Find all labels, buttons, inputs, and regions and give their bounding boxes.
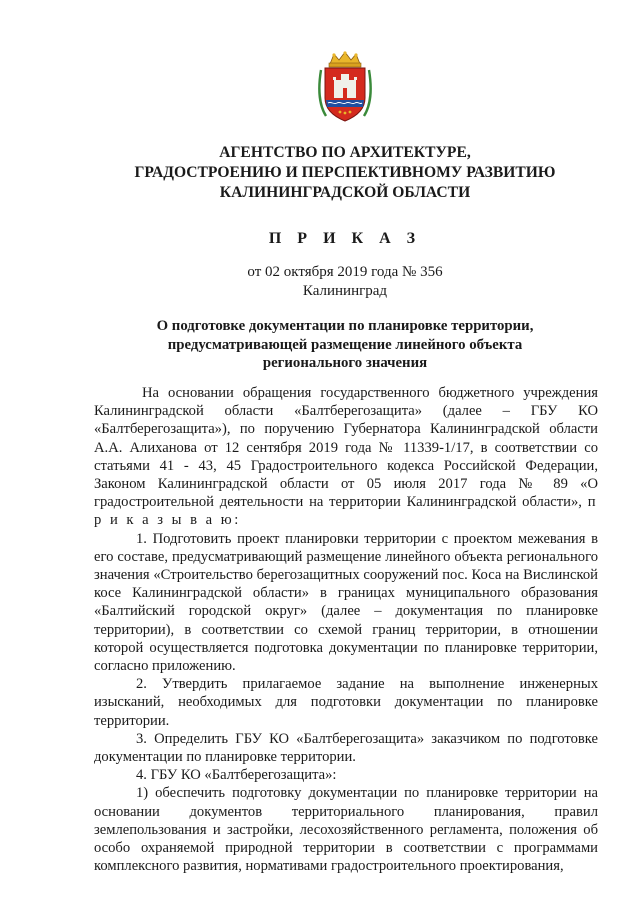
item-4-1-paragraph: 1) обеспечить подготовку документации по планировке территории на основании документов территориального планирования, правил землепользования и застройки, лесохозяйственного регламента, положения об особо охраняемой природной территории в соответствии с программами комплексного развития, нормативами градостроительного проектирования, [94, 785, 598, 875]
subject-line-3: регионального значения [262, 355, 428, 371]
item-4-paragraph: 4. ГБУ КО «Балтберегозащита»: [136, 767, 337, 784]
order-subject [100, 317, 590, 373]
agency-name-line-3: КАЛИНИНГРАДСКОЙ ОБЛАСТИ [219, 184, 471, 201]
subject-line-1: О подготовке документации по планировке территории, [156, 318, 534, 334]
item-1-paragraph: 1. Подготовить проект планировки территории с проектом межевания в его составе, предусматривающий размещение линейного объекта регионального значения «Строительство берегозащитных сооружений пос. Коса на Вислинской косе Калининградской области» в границах муниципального образования «Балтийский городской округ» (далее – документация по планировке территории), в соответствии со схемой границ территории, в отношении которой осуществляется подготовка документации по планировке территории, согласно приложению. [94, 530, 598, 675]
agency-name-line-2: ГРАДОСТРОЕНИЮ И ПЕРСПЕКТИВНОМУ РАЗВИТИЮ [134, 164, 556, 181]
preamble-text: На основании обращения государственного бюджетного учреждения Калининградской области «Балтберегозащита» (далее – ГБУ КО «Балтберегозащита»), по поручению Губернатора Калининградской области А.А. Алиханова от 12 сентября 2019 года № 11339-1/17, в соответствии со статьями 41 - 43, 45 Градостроительного кодекса Российской Федерации, Законом Калининградской области от 05 июля 2017 года № 89 «О градостроительной деятельности на территории Калининградской области», [94, 385, 598, 511]
kaliningrad-coat-of-arms-icon [316, 50, 374, 124]
order-body [94, 384, 598, 875]
order-date: от 02 октября 2019 года № 356 [247, 264, 443, 280]
agency-header [90, 143, 600, 203]
item-2-paragraph: 2. Утвердить прилагаемое задание на выполнение инженерных изысканий, необходимых для подготовки документации по планировке территории. [94, 676, 598, 729]
preamble-paragraph [94, 384, 598, 530]
order-directive: п р и к а з ы в а ю: [94, 494, 598, 529]
order-title: П Р И К А З [268, 230, 422, 247]
item-3-paragraph: 3. Определить ГБУ КО «Балтберегозащита» заказчиком по подготовке документации по планировке территории. [94, 730, 598, 766]
order-city: Калининград [302, 283, 388, 299]
agency-name-line-1: АГЕНТСТВО ПО АРХИТЕКТУРЕ, [219, 144, 471, 161]
subject-line-2: предусматривающей размещение линейного объекта [167, 336, 523, 353]
